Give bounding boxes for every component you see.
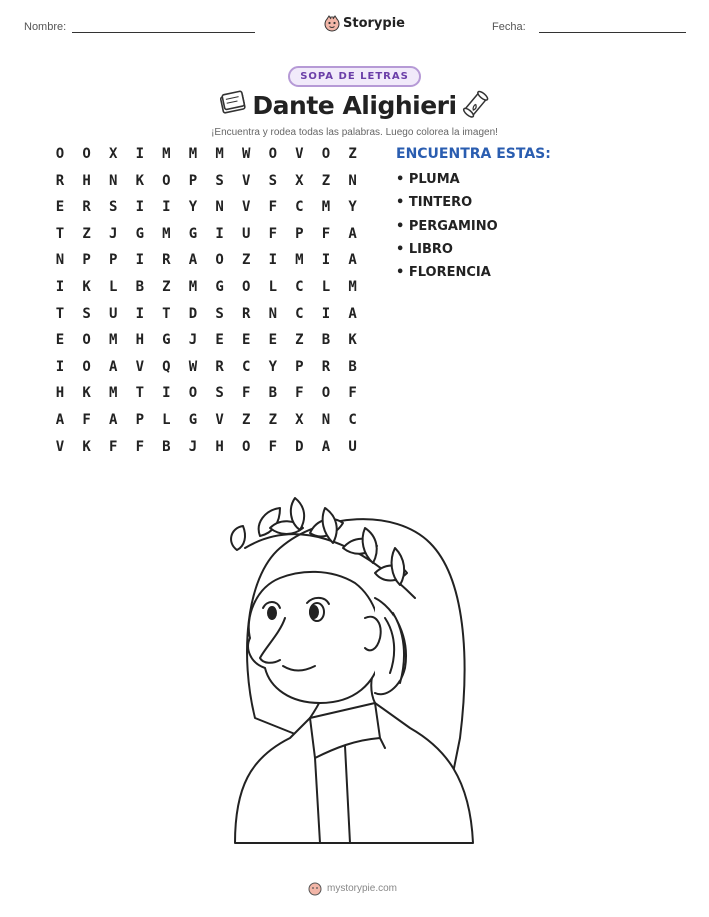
grid-letter[interactable]: N [108, 172, 118, 189]
grid-letter[interactable]: N [55, 252, 65, 269]
grid-letter[interactable]: O [82, 146, 91, 162]
footer-url[interactable]: mystorypie.com [327, 883, 398, 894]
grid-letter[interactable]: A [108, 358, 118, 375]
grid-letter[interactable]: Z [295, 332, 304, 349]
grid-letter[interactable]: B [321, 332, 331, 349]
grid-letter[interactable]: Z [348, 146, 357, 162]
grid-letter[interactable]: I [321, 305, 331, 322]
grid-letter[interactable]: S [215, 305, 224, 322]
grid-letter[interactable]: M [295, 252, 304, 269]
grid-letter[interactable]: L [321, 279, 331, 295]
grid-letter[interactable]: G [162, 332, 171, 349]
name-field-line[interactable] [72, 32, 255, 33]
grid-letter[interactable]: F [108, 438, 118, 455]
grid-letter[interactable]: T [55, 305, 65, 322]
date-field-line[interactable] [539, 32, 686, 33]
grid-letter[interactable]: T [55, 225, 65, 242]
grid-letter[interactable]: A [348, 252, 357, 269]
grid-letter[interactable]: A [188, 252, 198, 269]
grid-letter[interactable]: J [188, 332, 198, 349]
list-item: • PLUMA [396, 172, 460, 187]
grid-letter[interactable]: I [135, 146, 145, 162]
grid-letter[interactable]: M [188, 146, 198, 162]
grid-letter[interactable]: N [215, 199, 224, 216]
grid-letter[interactable]: O [321, 385, 331, 402]
grid-letter[interactable]: J [188, 438, 198, 455]
find-list-title: ENCUENTRA ESTAS: [396, 146, 551, 162]
grid-letter[interactable]: P [295, 225, 304, 242]
grid-letter[interactable]: Z [241, 412, 251, 428]
grid-letter[interactable]: Z [162, 279, 171, 295]
grid-letter[interactable]: L [108, 279, 118, 295]
grid-letter[interactable]: A [348, 305, 357, 322]
grid-letter[interactable]: S [215, 172, 224, 189]
grid-letter[interactable]: O [268, 146, 278, 162]
grid-letter[interactable]: G [135, 225, 145, 242]
date-label: Fecha: [492, 21, 526, 33]
grid-letter[interactable]: B [348, 358, 357, 375]
grid-letter[interactable]: K [82, 385, 91, 402]
grid-letter[interactable]: O [55, 146, 65, 162]
dante-illustration [225, 488, 480, 853]
brand-name: Storypie [343, 16, 405, 31]
grid-letter[interactable]: U [348, 438, 357, 455]
grid-letter[interactable]: R [241, 305, 251, 322]
grid-letter[interactable]: F [295, 385, 304, 402]
grid-letter[interactable]: M [348, 279, 357, 295]
grid-letter[interactable]: F [268, 199, 278, 216]
grid-letter[interactable]: D [188, 305, 198, 322]
word-search-badge: SOPA DE LETRAS [288, 66, 421, 87]
grid-letter[interactable]: Q [162, 358, 171, 375]
grid-letter[interactable]: V [241, 172, 251, 189]
grid-letter[interactable]: I [135, 199, 145, 216]
grid-letter[interactable]: B [135, 279, 145, 295]
grid-letter[interactable]: O [188, 385, 198, 402]
grid-letter[interactable]: F [268, 225, 278, 242]
grid-letter[interactable]: O [162, 172, 171, 189]
grid-letter[interactable]: V [295, 146, 304, 162]
grid-letter[interactable]: K [348, 332, 357, 349]
grid-letter[interactable]: S [108, 199, 118, 216]
grid-letter[interactable]: P [82, 252, 91, 269]
grid-letter[interactable]: M [321, 199, 331, 216]
name-label: Nombre: [24, 21, 67, 33]
grid-letter[interactable]: C [348, 412, 357, 428]
grid-letter[interactable]: R [321, 358, 331, 375]
list-item: • FLORENCIA [396, 265, 491, 281]
grid-letter[interactable]: P [108, 252, 118, 269]
grid-letter[interactable]: I [321, 252, 331, 269]
grid-letter[interactable]: M [108, 332, 118, 349]
grid-letter[interactable]: L [162, 412, 171, 428]
grid-letter[interactable]: G [188, 225, 198, 242]
grid-letter[interactable]: E [241, 332, 251, 349]
grid-letter[interactable]: E [55, 199, 65, 216]
grid-letter[interactable]: R [82, 199, 91, 216]
grid-letter[interactable]: M [162, 146, 171, 162]
grid-letter[interactable]: H [215, 438, 224, 455]
grid-letter[interactable]: F [348, 385, 357, 402]
grid-letter[interactable]: T [162, 305, 171, 322]
list-item: • PERGAMINO [396, 218, 498, 234]
grid-letter[interactable]: F [268, 438, 278, 455]
list-item: • LIBRO [396, 241, 453, 257]
grid-letter[interactable]: Y [188, 199, 198, 216]
grid-letter[interactable]: M [162, 225, 171, 242]
grid-letter[interactable]: P [295, 358, 304, 375]
badge-wrap [0, 66, 709, 84]
grid-letter[interactable]: I [135, 305, 145, 322]
grid-letter[interactable]: R [55, 172, 65, 189]
grid-letter[interactable]: F [321, 225, 331, 242]
footer-logo-icon [307, 880, 323, 896]
grid-letter[interactable]: O [321, 146, 331, 162]
grid-letter[interactable]: D [295, 438, 304, 455]
grid-letter[interactable]: U [108, 305, 118, 322]
grid-letter[interactable]: N [268, 305, 278, 322]
grid-letter[interactable]: K [82, 279, 91, 295]
grid-letter[interactable]: O [241, 438, 251, 455]
grid-letter[interactable]: I [162, 199, 171, 216]
grid-letter[interactable]: M [188, 279, 198, 295]
grid-letter[interactable]: T [135, 385, 145, 402]
grid-letter[interactable]: H [55, 385, 65, 402]
grid-letter[interactable]: W [241, 146, 251, 162]
grid-letter[interactable]: F [82, 412, 91, 428]
grid-letter[interactable]: B [268, 385, 278, 402]
grid-letter[interactable]: I [268, 252, 278, 269]
grid-letter[interactable]: Z [82, 225, 91, 242]
grid-letter[interactable]: R [215, 358, 224, 375]
grid-letter[interactable]: G [215, 279, 224, 295]
grid-letter[interactable]: N [321, 412, 331, 428]
storypie-logo-icon [323, 14, 341, 32]
instructions: ¡Encuentra y rodea todas las palabras. Luego colorea la imagen! [211, 127, 498, 138]
grid-letter[interactable]: S [268, 172, 278, 189]
grid-letter[interactable]: W [188, 358, 198, 375]
grid-letter[interactable]: C [295, 199, 304, 216]
grid-letter[interactable]: G [188, 412, 198, 428]
grid-letter[interactable]: U [241, 225, 251, 242]
grid-letter[interactable]: C [241, 358, 251, 375]
grid-letter[interactable]: R [162, 252, 171, 269]
grid-letter[interactable]: F [135, 438, 145, 455]
grid-letter[interactable]: V [55, 438, 65, 455]
grid-letter[interactable]: O [241, 279, 251, 295]
grid-letter[interactable]: V [135, 358, 145, 375]
grid-letter[interactable]: O [215, 252, 224, 269]
grid-letter[interactable]: Z [321, 172, 331, 189]
grid-letter[interactable]: H [135, 332, 145, 349]
find-list [396, 172, 498, 288]
grid-letter[interactable]: I [55, 279, 65, 295]
grid-letter[interactable]: X [295, 172, 304, 189]
list-item: • TINTERO [396, 195, 473, 211]
grid-letter[interactable]: P [188, 172, 198, 189]
grid-letter[interactable]: O [82, 358, 91, 375]
grid-letter[interactable]: V [215, 412, 224, 428]
grid-letter[interactable]: L [268, 279, 278, 295]
scroll-icon [459, 89, 491, 121]
grid-letter[interactable]: E [55, 332, 65, 349]
grid-letter[interactable]: I [162, 385, 171, 402]
grid-letter[interactable]: I [215, 225, 224, 242]
grid-letter[interactable]: A [348, 225, 357, 242]
grid-letter[interactable]: H [82, 172, 91, 189]
grid-letter[interactable]: M [215, 146, 224, 162]
grid-letter[interactable]: X [108, 146, 118, 162]
grid-letter[interactable]: F [241, 385, 251, 402]
grid-letter[interactable]: I [135, 252, 145, 269]
grid-letter[interactable]: O [82, 332, 91, 349]
grid-letter[interactable]: E [268, 332, 278, 349]
grid-letter[interactable]: Z [241, 252, 251, 269]
grid-letter[interactable]: M [108, 385, 118, 402]
grid-letter[interactable]: S [215, 385, 224, 402]
grid-letter[interactable]: X [295, 412, 304, 428]
grid-letter[interactable]: C [295, 279, 304, 295]
grid-letter[interactable]: S [82, 305, 91, 322]
grid-letter[interactable]: K [135, 172, 145, 189]
grid-letter[interactable]: J [108, 225, 118, 242]
grid-letter[interactable]: V [241, 199, 251, 216]
grid-letter[interactable]: B [162, 438, 171, 455]
grid-letter[interactable]: A [108, 412, 118, 428]
grid-letter[interactable]: Y [268, 358, 278, 375]
grid-letter[interactable]: Y [348, 199, 357, 216]
grid-letter[interactable]: A [55, 412, 65, 428]
grid-letter[interactable]: P [135, 412, 145, 428]
grid-letter[interactable]: N [348, 172, 357, 189]
grid-letter[interactable]: K [82, 438, 91, 455]
grid-letter[interactable]: A [321, 438, 331, 455]
grid-letter[interactable]: Z [268, 412, 278, 428]
grid-letter[interactable]: I [55, 358, 65, 375]
page-title: Dante Alighieri [252, 91, 457, 120]
grid-letter[interactable]: E [215, 332, 224, 349]
grid-letter[interactable]: C [295, 305, 304, 322]
